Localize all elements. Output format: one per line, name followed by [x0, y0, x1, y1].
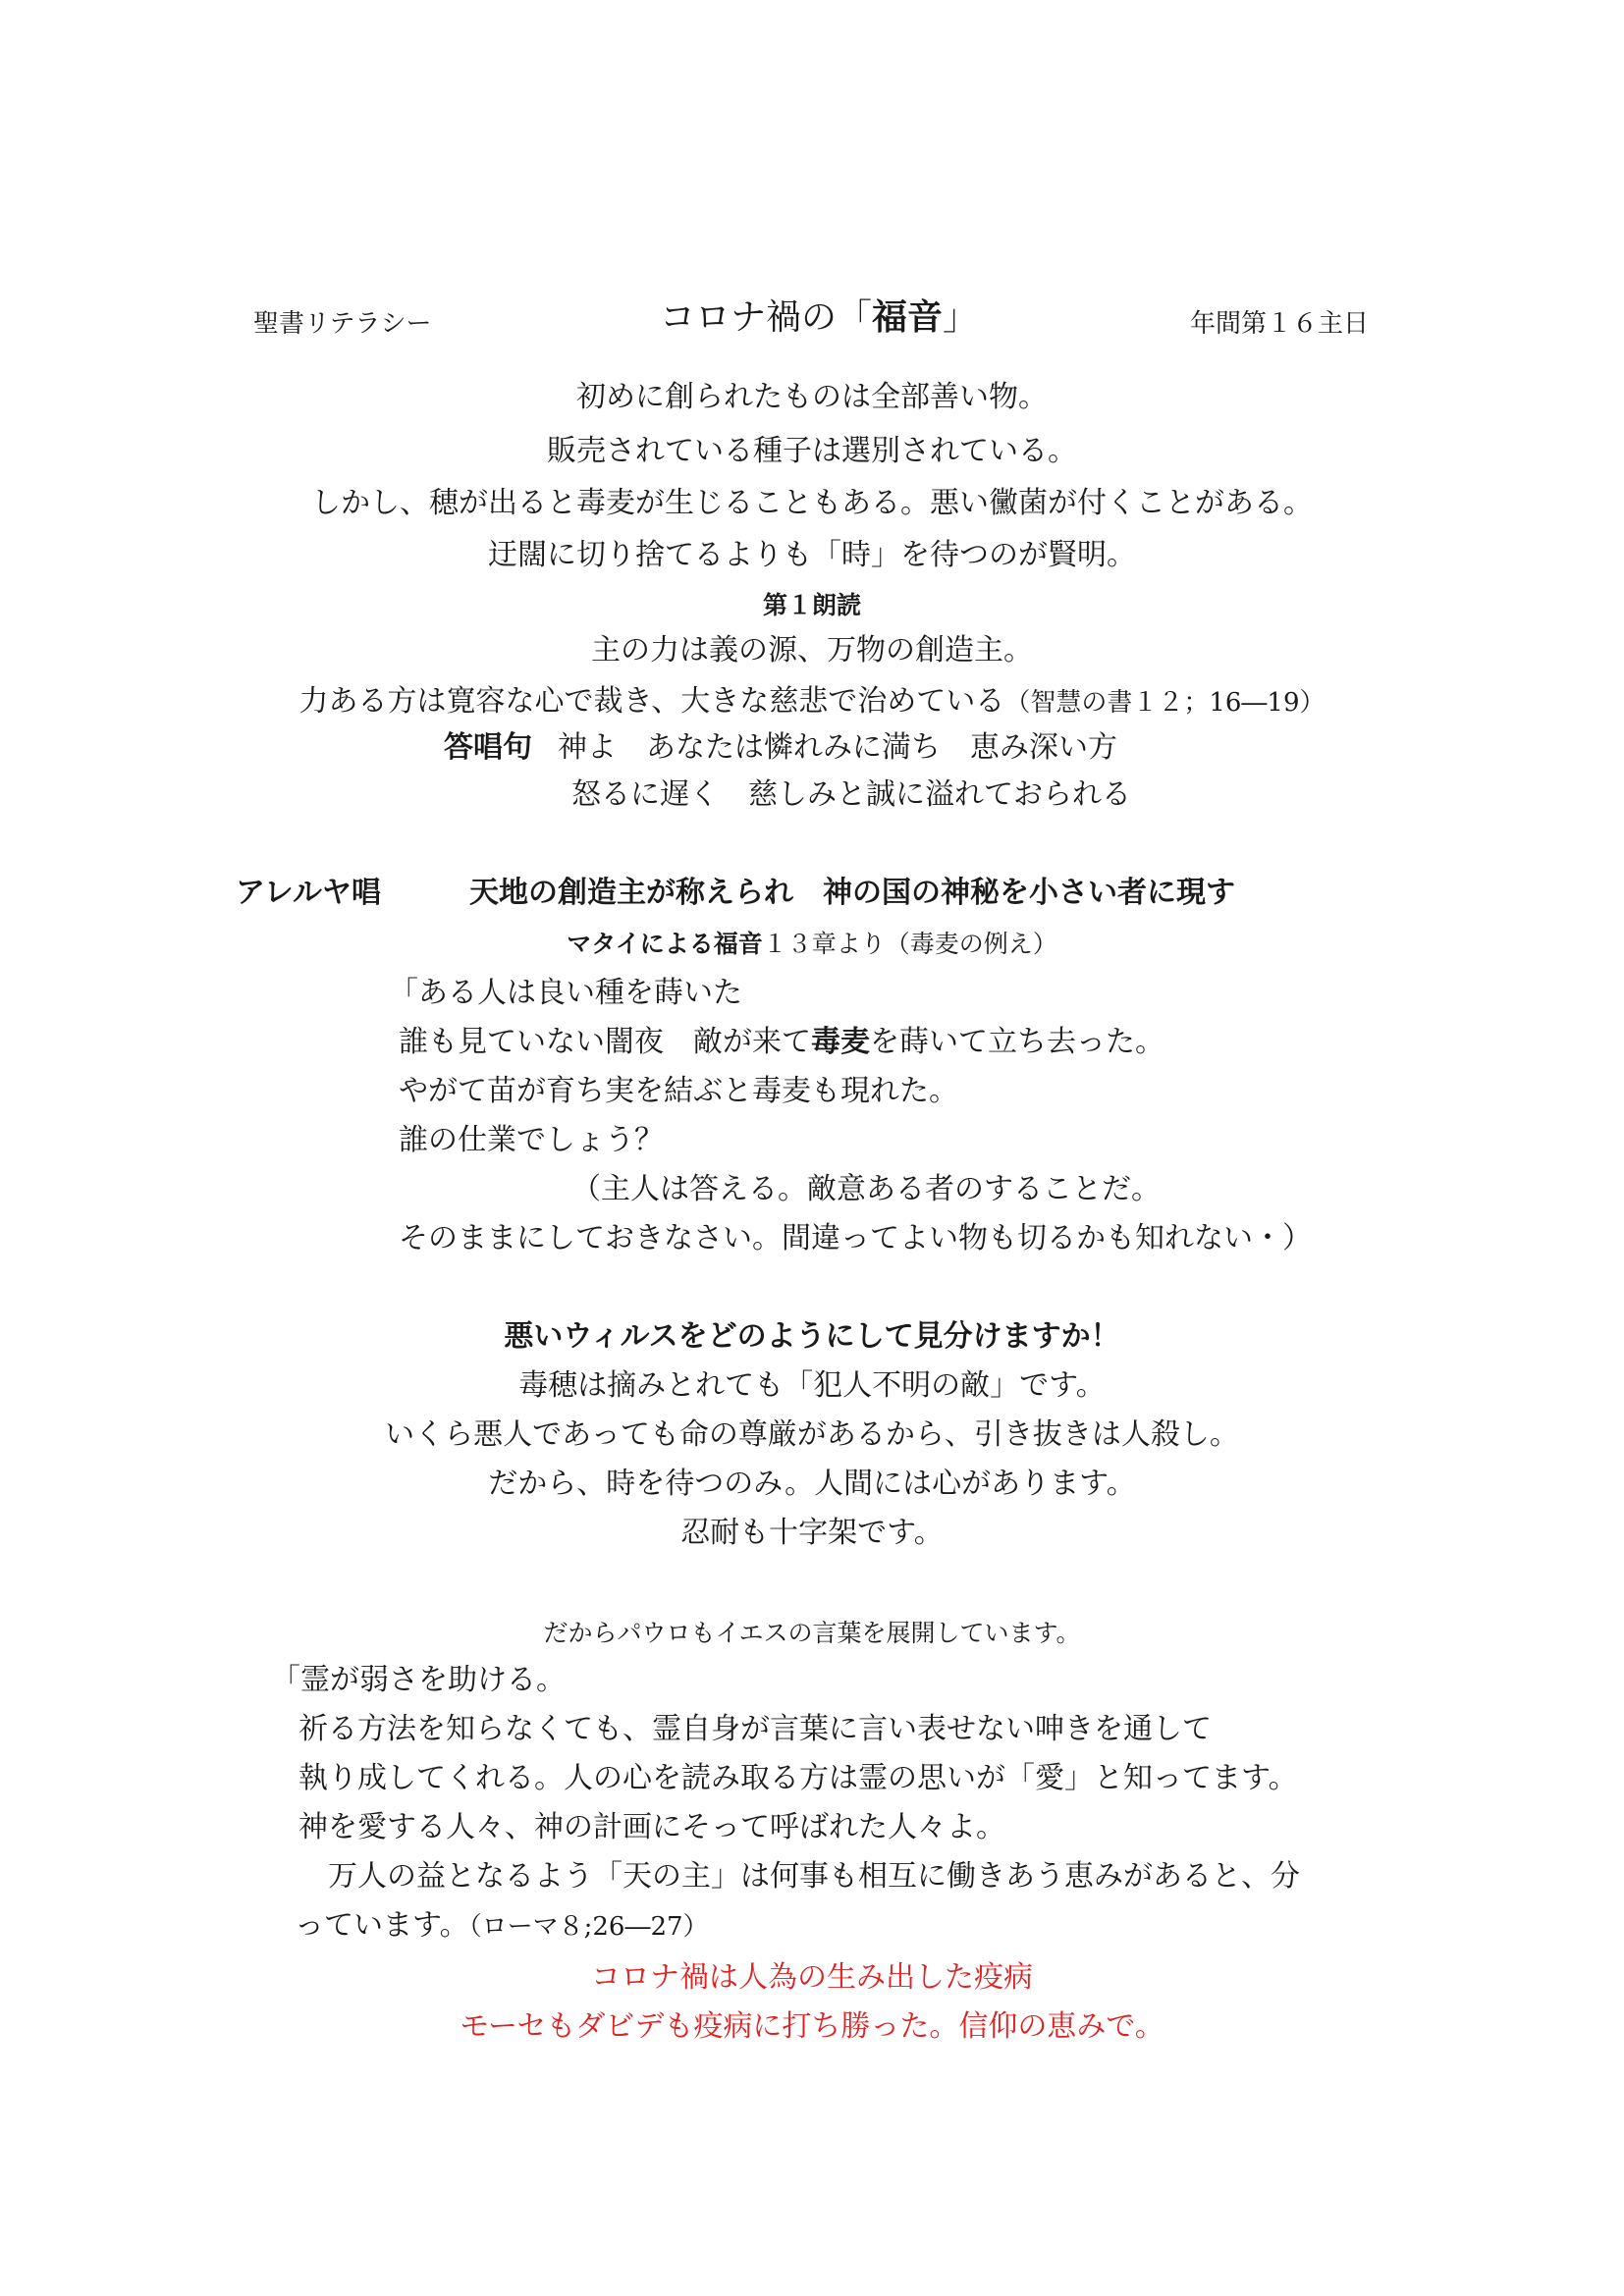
first-reading-line: 主の力は義の源、万物の創造主。: [591, 633, 1033, 667]
intro-line: 販売されている種子は選別されている。: [547, 434, 1077, 468]
gospel-line: （主人は答える。敵意ある者のすることだ。: [571, 1172, 1161, 1206]
gospel-line: そのままにしておきなさい。間違ってよい物も切るかも知れない・）: [399, 1221, 1312, 1255]
gospel-line: [399, 1023, 1164, 1062]
closing-line: コロナ禍は人為の生み出した疫病: [591, 1960, 1033, 1995]
page-title: [660, 298, 978, 338]
gospel-heading: [0, 925, 1624, 964]
gospel-line: 「ある人は良い種を蒔いた: [389, 976, 742, 1010]
gospel-line: やがて苗が育ち実を結ぶと毒麦も現れた。: [399, 1074, 958, 1108]
header-right-label: 年間第１６主日: [1190, 309, 1370, 339]
gospel-bold-word: 毒麦: [811, 1025, 870, 1059]
gospel-heading-bold: マタイによる福音: [567, 930, 763, 958]
gospel-line: 誰の仕業でしょう？: [399, 1123, 664, 1157]
psalm-text: 神よ あなたは憐れみに満ち 恵み深い方: [558, 730, 1117, 765]
virus-line: だから、時を待つのみ。人間には心があります。: [488, 1467, 1136, 1501]
paul-line-text: っています。: [295, 1908, 469, 1943]
virus-line: 忍耐も十字架です。: [680, 1516, 944, 1550]
gospel-line-suffix: を蒔いて立ち去った。: [870, 1025, 1164, 1059]
virus-line: 毒穂は摘みとれても「犯人不明の敵」です。: [518, 1368, 1106, 1403]
psalm-label: 答唱句: [444, 730, 532, 765]
first-reading-line: [0, 682, 1624, 722]
title-bold: 福音: [872, 297, 944, 338]
first-reading-ref: （智慧の書１２；16―19）: [1004, 688, 1326, 718]
alleluia-text: 天地の創造主が称えられ 神の国の神秘を小さい者に現す: [469, 876, 1235, 910]
title-prefix: コロナ禍の「: [660, 297, 873, 338]
header-left-label: 聖書リテラシー: [253, 309, 432, 339]
intro-line: しかし、穂が出ると毒麦が生じることもある。悪い黴菌が付くことがある。: [311, 486, 1313, 520]
paul-line: 神を愛する人々、神の計画にそって呼ばれた人々よ。: [298, 1810, 1005, 1844]
paul-ref: （ローマ８;26―27）: [468, 1912, 709, 1942]
intro-line: 迂闊に切り捨てるよりも「時」を待つのが賢明。: [488, 538, 1136, 572]
paul-line: 万人の益となるよう「天の主」は何事も相互に働きあう恵みがあると、分: [328, 1859, 1300, 1894]
psalm-line: 怒るに遅く 慈しみと誠に溢れておられる: [571, 777, 1131, 812]
first-reading-text: 力ある方は寛容な心で裁き、大きな慈悲で治めている: [298, 684, 1005, 719]
paul-line: 執り成してくれる。人の心を読み取る方は霊の思いが「愛」と知ってます。: [298, 1761, 1298, 1795]
paul-line: [295, 1906, 709, 1947]
virus-line: いくら悪人であっても命の尊厳があるから、引き抜きは人殺し。: [385, 1417, 1239, 1452]
first-reading-heading: 第１朗読: [762, 591, 861, 619]
paul-line: 「霊が弱さを助ける。: [271, 1663, 566, 1697]
alleluia-label: アレルヤ唱: [236, 876, 382, 910]
title-suffix: 」: [943, 297, 979, 338]
paul-intro: だからパウロもイエスの言葉を展開しています。: [543, 1619, 1081, 1647]
gospel-line-text: 誰も見ていない闇夜 敵が来て: [399, 1025, 811, 1059]
psalm-line: [444, 728, 1117, 768]
virus-heading: 悪いウィルスをどのようにして見分けますか！: [504, 1319, 1120, 1354]
intro-line: 初めに創られたものは全部善い物。: [576, 380, 1048, 414]
paul-line: 祈る方法を知らなくても、霊自身が言葉に言い表せない呻きを通して: [298, 1712, 1212, 1746]
closing-line: モーセもダビデも疫病に打ち勝った。信仰の恵みで。: [460, 2009, 1164, 2044]
gospel-heading-rest: １３章より（毒麦の例え）: [762, 930, 1057, 958]
